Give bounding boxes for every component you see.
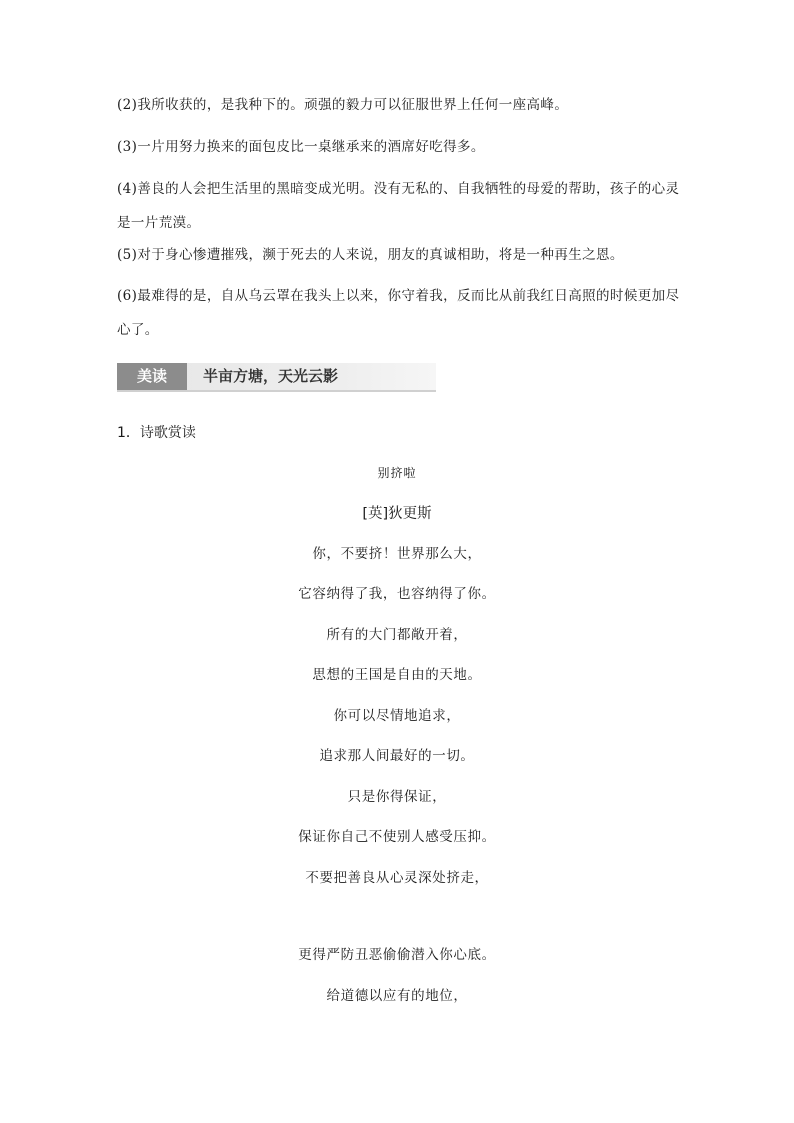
poem-line: 你，不要挤！世界那么大， bbox=[312, 546, 482, 562]
poem-line: 给道德以应有的地位， bbox=[326, 988, 468, 1004]
paragraph-6: (6)最难得的是，自从乌云罩在我头上以来，你守着我，反而比从前我红日高照的时候更加尽心了。 bbox=[117, 288, 680, 338]
poem-line: 不要把善良从心灵深处挤走， bbox=[305, 870, 489, 886]
section-tag: 美读 bbox=[117, 363, 187, 390]
poem-line: 你可以尽情地追求， bbox=[333, 708, 461, 724]
poem-author: [英]狄更斯 bbox=[362, 506, 432, 522]
paragraph-5: (5)对于身心惨遭摧残，濒于死去的人来说，朋友的真诚相助，将是一种再生之恩。 bbox=[117, 247, 624, 263]
sub-heading: 1．诗歌赏读 bbox=[117, 425, 196, 441]
poem-line: 所有的大门都敞开着， bbox=[326, 627, 468, 643]
paragraph-3: (3)一片用努力换来的面包皮比一桌继承来的酒席好吃得多。 bbox=[117, 139, 485, 155]
poem-line: 思想的王国是自由的天地。 bbox=[312, 667, 482, 683]
poem-title: 别挤啦 bbox=[377, 466, 417, 480]
poem-line: 它容纳得了我，也容纳得了你。 bbox=[298, 586, 496, 602]
poem-line: 更得严防丑恶偷偷潜入你心底。 bbox=[298, 947, 496, 963]
section-header bbox=[117, 363, 436, 392]
section-title: 半亩方塘，天光云影 bbox=[203, 367, 339, 385]
poem-line: 只是你得保证， bbox=[347, 789, 447, 805]
paragraph-2: (2)我所收获的，是我种下的。顽强的毅力可以征服世界上任何一座高峰。 bbox=[117, 97, 569, 113]
poem-line: 保证你自己不使别人感受压抑。 bbox=[298, 829, 496, 845]
paragraph-4: (4)善良的人会把生活里的黑暗变成光明。没有无私的、自我牺牲的母爱的帮助，孩子的心灵是一片荒漠。 bbox=[117, 181, 680, 231]
poem-line: 追求那人间最好的一切。 bbox=[319, 748, 475, 764]
